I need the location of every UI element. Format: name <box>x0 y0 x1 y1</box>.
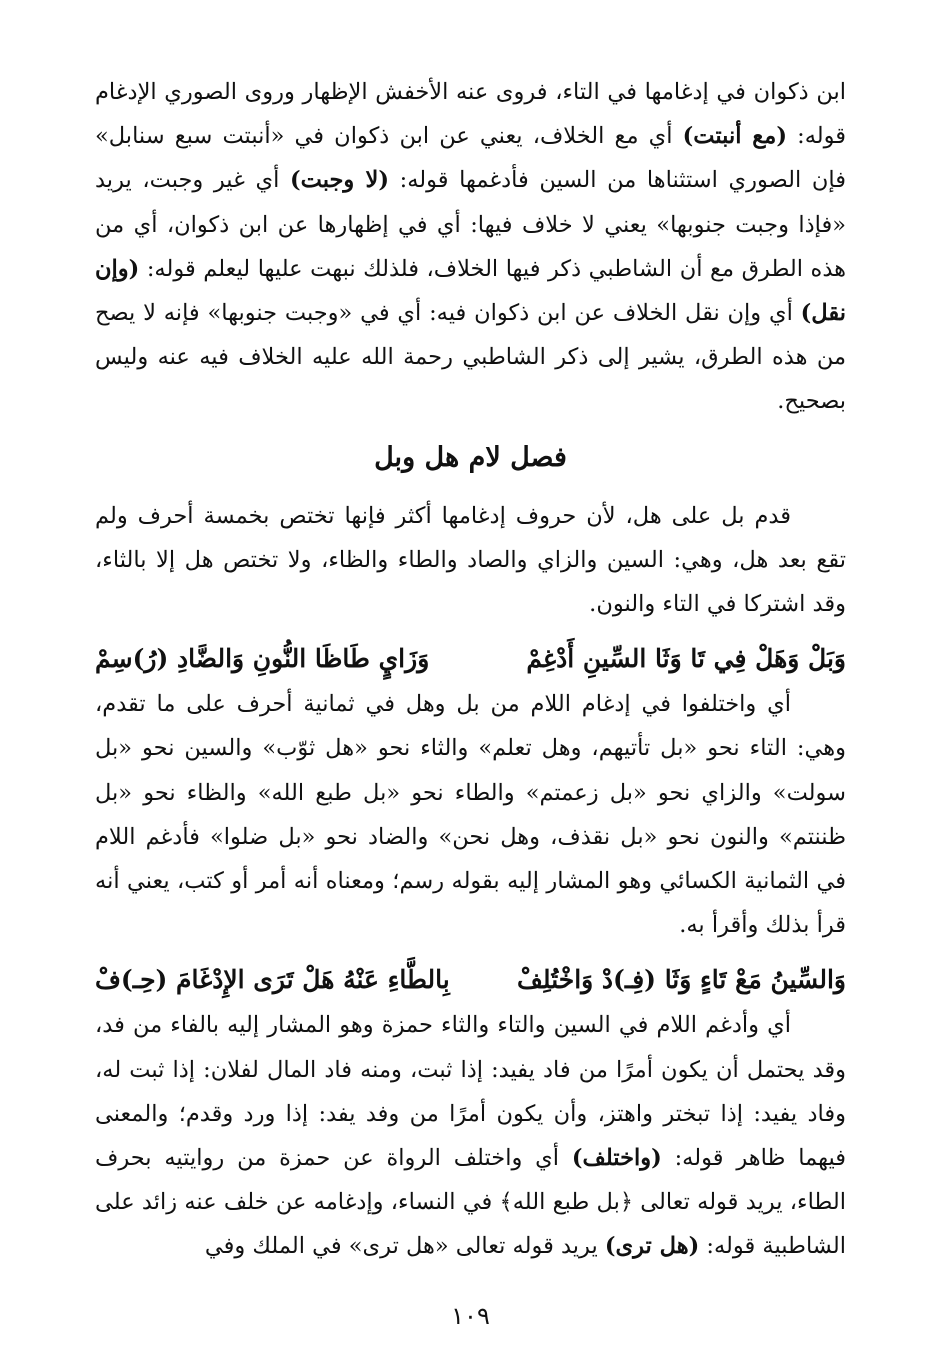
text-run: أي مع الخلاف، يعني عن ابن ذكوان في «أنبتت سبع سنابل» فإن الصوري استثناها من السين فأدغمها قوله: <box>95 123 846 194</box>
verse-2-first-hemistich: وَالسِّينُ مَعْ تَاءٍ وَثَا (فِـ)دْ وَاخْتُلِفْ <box>517 965 846 995</box>
bold-citation: (لا وجبت) <box>289 167 390 194</box>
verse-1-second-hemistich: وَزَايٍ طَاظَا النُّونِ وَالضَّادِ (رُ)سِمْ <box>95 644 430 674</box>
text-run: أي وإن نقل الخلاف عن ابن ذكوان فيه: أي في «وجبت جنوبها» فإنه لا يصح من هذه الطرق، يشير إلى ذكر الشاطبي رحمة الله عليه الخلاف فيه عنه وليس بصحيح. <box>95 300 846 415</box>
paragraph-commentary-1 <box>95 70 846 424</box>
page-number: ١٠٩ <box>451 1302 490 1330</box>
bold-citation: (مع أنبتت) <box>682 123 787 150</box>
bold-citation: (هل ترى) <box>604 1233 700 1260</box>
bold-citation: (وإن نقل) <box>95 255 846 327</box>
section-heading: فصل لام هل وبل <box>374 441 567 473</box>
text-run: أي وأدغم اللام في السين والتاء والثاء حمزة وهو المشار إليه بالفاء من فد، وقد يحتمل أن يكون أمرًا من فاد يفيد: إذا ثبت، ومنه فاد المال لفلان: إذا ثبت له، وفاد يفيد: إذا تبختر واهتز، وأن يكون أمرًا من وفد يفد: إذا ورد وقدم؛ والمعنى فيهما ظاهر قوله: <box>95 1012 846 1172</box>
paragraph-commentary-4 <box>95 1003 846 1268</box>
text-run: أي غير وجبت، يريد «فإذا وجبت جنوبها» يعني لا خلاف فيها: أي في إظهارها عن ابن ذكوان، أي من هذه الطرق مع أن الشاطبي ذكر فيها الخلاف، فلذلك نبهت عليها ليعلم قوله: <box>95 167 846 282</box>
paragraph-commentary-3 <box>95 682 846 947</box>
text-run: يريد قوله تعالى «هل ترى» في الملك وفي <box>204 1233 605 1260</box>
verse-1-first-hemistich: وَبَلْ وَهَلْ فِي تَا وَثَا السِّينِ أَدْغِمْ <box>526 644 846 674</box>
text-run: أي واختلف الرواة عن حمزة من روايتيه بحرف الطاء، يريد قوله تعالى ﴿بل طبع الله﴾ في النساء، وإدغامه عن خلف عنه زائد على الشاطبية قوله: <box>95 1145 846 1260</box>
book-page <box>95 70 846 1330</box>
poem-verse-2 <box>95 959 846 1001</box>
paragraph-commentary-2 <box>95 494 846 627</box>
text-run: قدم بل على هل، لأن حروف إدغامها أكثر فإنها تختص بخمسة أحرف ولم تقع بعد هل، وهي: السين والزاي والصاد والطاء والظاء، ولا تختص هل إلا بالثاء، وقد اشتركا في التاء والنون. <box>95 502 846 618</box>
verse-2-second-hemistich: بِالطَّاءِ عَنْهُ هَلْ تَرَى الإِدْغَامَ (حِـ)فْ <box>95 965 450 995</box>
poem-verse-1 <box>95 638 846 680</box>
text-run: ابن ذكوان في إدغامها في التاء، فروى عنه الأخفش الإظهار وروى الصوري الإدغام قوله: <box>95 79 846 150</box>
bold-citation: (واختلف) <box>571 1145 662 1172</box>
text-run: أي واختلفوا في إدغام اللام من بل وهل في ثمانية أحرف على ما تقدم، وهي: التاء نحو «بل تأتيهم، وهل تعلم» والثاء نحو «هل ثوّب» والسين نحو «بل سولت» والزاي نحو «بل زعمتم» والطاء نحو «بل طبع الله» والظاء نحو «بل ظننتم» والنون نحو «بل نقذف، وهل نحن» والضاد نحو «بل ضلوا» فأدغم اللام في الثمانية الكسائي وهو المشار إليه بقوله رسم؛ ومعناه أنه أمر أو كتب، يعني أنه قرأ بذلك وأقرأ به. <box>95 691 846 939</box>
